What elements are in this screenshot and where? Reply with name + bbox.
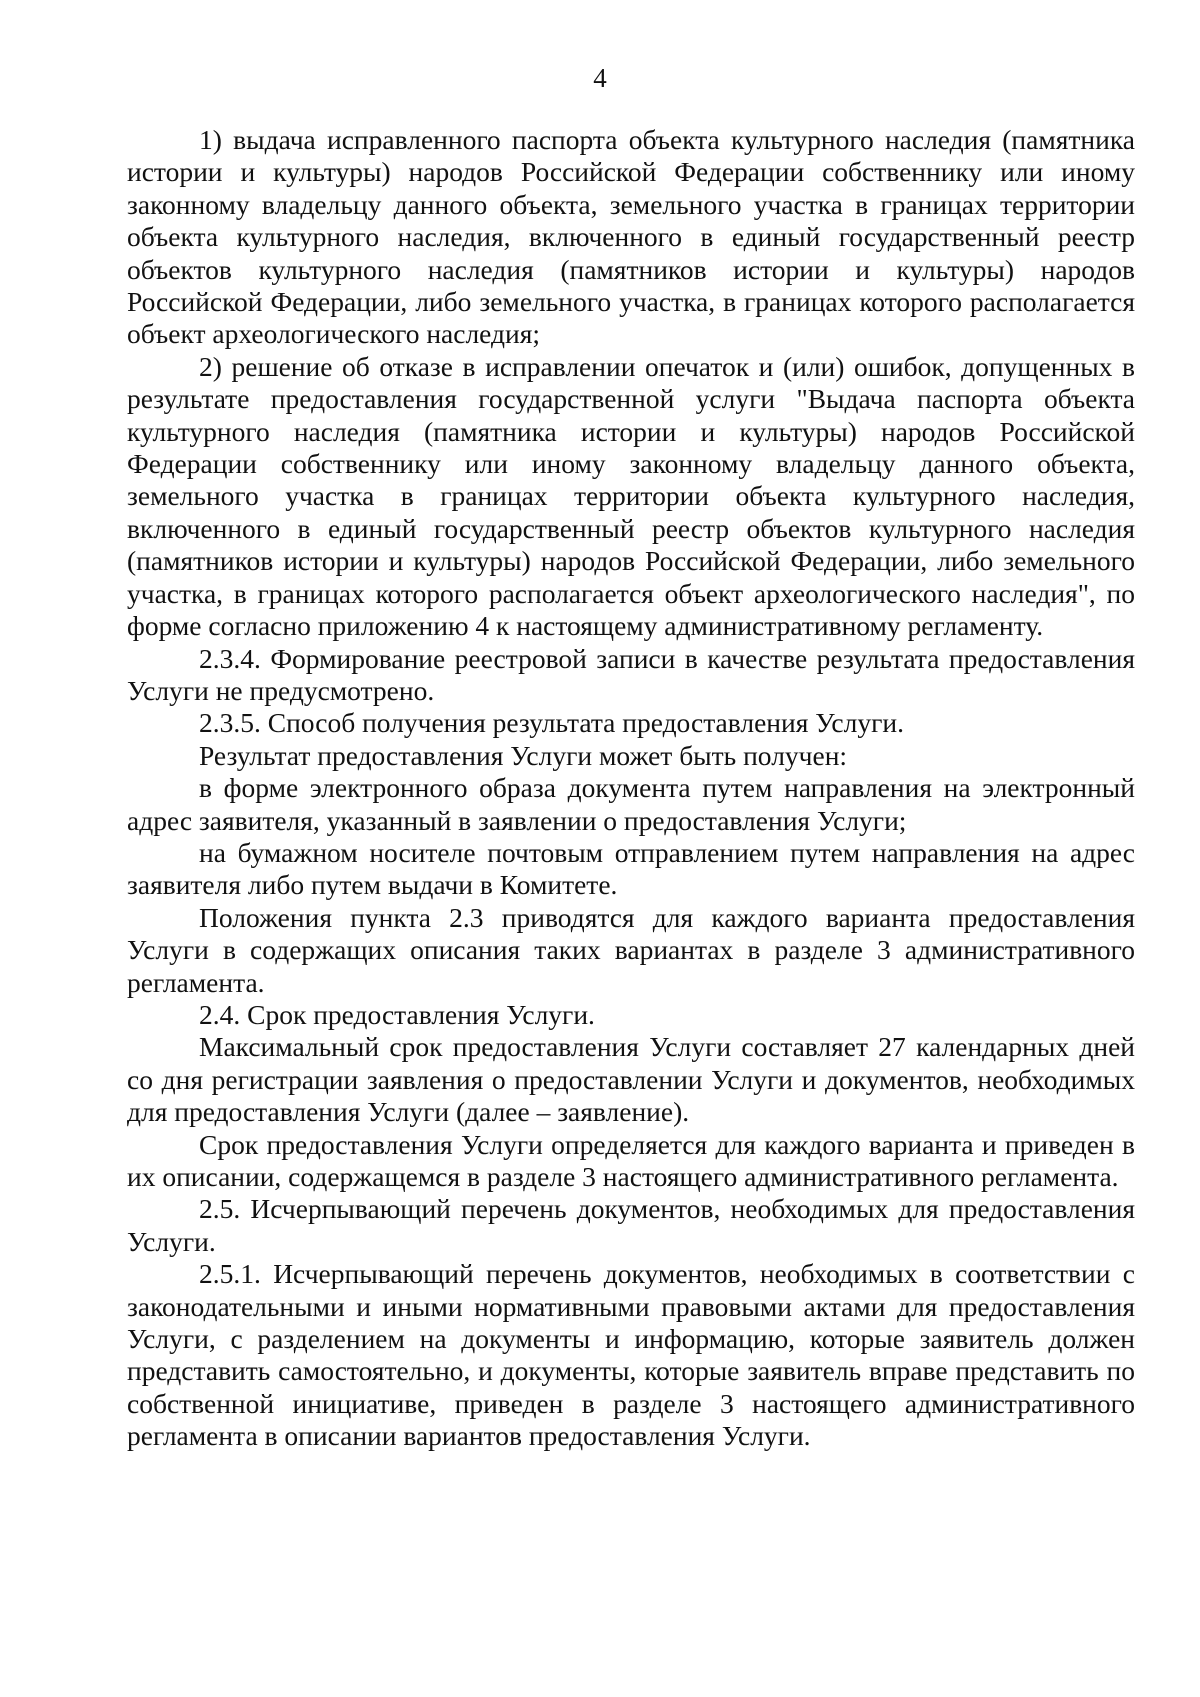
document-body bbox=[127, 124, 1135, 1453]
paragraph-2-5-heading: 2.5. Исчерпывающий перечень документов, необходимых для предоставления Услуги. bbox=[127, 1193, 1135, 1257]
paragraph-2-3-5-heading: 2.3.5. Способ получения результата предоставления Услуги. bbox=[199, 707, 904, 739]
paragraph-2-5-1: 2.5.1. Исчерпывающий перечень документов, необходимых в соответствии с законодательными и иными нормативными правовыми актами для предоставления Услуги, с разделением на документы и информацию, которые заявитель должен представить самостоятельно, и документы, которые заявитель вправе представить по собственной инициативе, приведен в разделе 3 настоящего административного регламента в описании вариантов предоставления Услуги. bbox=[127, 1258, 1135, 1452]
paragraph-2-4-heading: 2.4. Срок предоставления Услуги. bbox=[199, 998, 595, 1030]
paragraph-electronic-way: в форме электронного образа документа путем направления на электронный адрес заявителя, указанный в заявлении о предоставления Услуги; bbox=[127, 772, 1135, 836]
paragraph-paper-way: на бумажном носителе почтовым отправлением путем направления на адрес заявителя либо путем выдачи в Комитете. bbox=[127, 836, 1135, 901]
paragraph-result-item-1: 1) выдача исправленного паспорта объекта культурного наследия (памятника истории и культуры) народов Российской Федерации собственнику или иному законному владельцу данного объекта, земельного участка в границах территории объекта культурного наследия, включенного в единый государственный реестр объектов культурного наследия (памятников истории и культуры) народов Российской Федерации, либо земельного участка, в границах которого располагается объект археологического наследия; bbox=[127, 124, 1135, 350]
paragraph-result-ways-intro: Результат предоставления Услуги может быть получен: bbox=[199, 739, 848, 771]
paragraph-provisions-2-3: Положения пункта 2.3 приводятся для каждого варианта предоставления Услуги в содержащих описания таких вариантах в разделе 3 административного регламента. bbox=[127, 901, 1135, 998]
page-number: 4 bbox=[593, 63, 607, 93]
paragraph-result-item-2: 2) решение об отказе в исправлении опечаток и (или) ошибок, допущенных в результате предоставления государственной услуги "Выдача паспорта объекта культурного наследия (памятника истории и культуры) народов Российской Федерации собственнику или иному законному владельцу данного объекта, земельного участка в границах территории объекта культурного наследия, включенного в единый государственный реестр объектов культурного наследия (памятников истории и культуры) народов Российской Федерации, либо земельного участка, в границах которого располагается объект археологического наследия", по форме согласно приложению 4 к настоящему административному регламенту. bbox=[127, 350, 1135, 642]
paragraph-2-3-4: 2.3.4. Формирование реестровой записи в качестве результата предоставления Услуги не предусмотрено. bbox=[127, 642, 1135, 706]
paragraph-max-term: Максимальный срок предоставления Услуги составляет 27 календарных дней со дня регистрации заявления о предоставлении Услуги и документов, необходимых для предоставления Услуги (далее – заявление). bbox=[127, 1031, 1135, 1128]
paragraph-term-per-variant: Срок предоставления Услуги определяется для каждого варианта и приведен в их описании, содержащемся в разделе 3 настоящего административного регламента. bbox=[127, 1128, 1135, 1192]
